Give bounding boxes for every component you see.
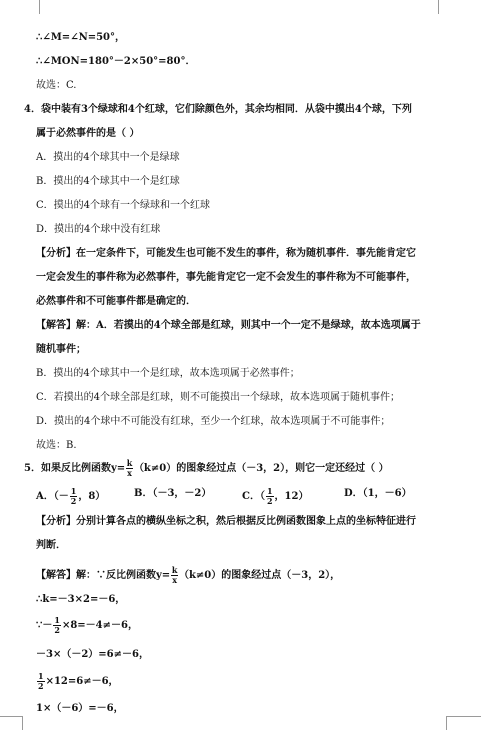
crop-mark-top-right-v — [438, 0, 439, 14]
option-a-suffix: ，8） — [78, 491, 106, 502]
q5-calc-option-b: －3×（－2）=6≠－6， — [36, 649, 149, 660]
q4-solution-line2: 随机事件； — [36, 344, 86, 355]
q5-option-d: D．（1，－6） — [344, 488, 412, 499]
fraction-denominator: 2 — [70, 496, 77, 506]
option-c-suffix: ，12） — [274, 491, 309, 502]
q4-option-a: A．摸出的4个球其中一个是绿球 — [36, 152, 180, 163]
q4-analysis-line1: 【分析】在一定条件下，可能发生也可能不发生的事件，称为随机事件．事先能肯定它 — [36, 248, 416, 259]
q4-answer: 故选：B. — [36, 440, 77, 451]
crop-mark-bottom-right-v — [446, 716, 447, 730]
option-a-fraction — [70, 487, 78, 506]
solution-end: （k≠0）的图象经过点（－3，2）， — [178, 570, 341, 581]
fraction-denominator: x — [127, 468, 132, 478]
calc-a-prefix: ∵－ — [36, 620, 53, 631]
solution-line-mon: ∴∠MON=180°－2×50°=80°． — [36, 56, 196, 67]
q5-option-a — [36, 487, 105, 506]
option-c-fraction — [266, 487, 274, 506]
crop-mark-bottom-left-h — [0, 716, 22, 717]
fraction-numerator: 1 — [70, 486, 77, 496]
q5-calc-option-a — [36, 616, 138, 635]
calc-c-fraction — [37, 672, 45, 691]
q4-solution-line3: B．摸出的4个球其中一个是红球，故本选项属于必然事件； — [36, 368, 300, 379]
q5-stem-end: （k≠0）的图象经过点（－3，2），则它一定还经过（ ） — [133, 463, 389, 474]
solution-line-angles: ∴∠M=∠N=50°， — [36, 32, 126, 43]
option-a-prefix: A．（－ — [36, 491, 69, 502]
q4-solution-line4: C．若摸出的4个球全部是红球，则不可能摸出一个绿球，故本选项属于随机事件； — [36, 392, 401, 403]
calc-a-suffix: ×8=－4≠－6， — [61, 620, 138, 631]
crop-mark-top-left-v — [39, 0, 40, 14]
q4-analysis-line3: 必然事件和不可能事件都是确定的． — [36, 296, 196, 307]
solution-fraction — [171, 566, 178, 585]
q4-stem-line2: 属于必然事件的是（ ） — [36, 128, 140, 139]
q5-stem-fraction — [126, 459, 133, 478]
q4-option-d: D．摸出的4个球中没有红球 — [36, 224, 161, 235]
q3-answer: 故选：C. — [36, 80, 77, 91]
fraction-numerator: 1 — [54, 615, 60, 625]
calc-c-suffix: ×12=6≠－6， — [45, 676, 119, 687]
q5-calc-option-c — [36, 672, 119, 691]
q5-option-b: B．（－3，－2） — [134, 488, 212, 499]
crop-mark-bottom-right-h — [446, 716, 481, 717]
q5-analysis-line1: 【分析】分别计算各点的横纵坐标之积，然后根据反比例函数图象上点的坐标特征进行 — [36, 516, 416, 527]
fraction-numerator: 1 — [266, 486, 273, 496]
q4-solution-line5: D．摸出的4个球中不可能没有红球，至少一个红球，故本选项属于不可能事件； — [36, 416, 391, 427]
fraction-numerator: 1 — [38, 671, 44, 681]
calc-a-fraction — [53, 616, 61, 635]
q5-calc-k: ∴k=－3×2=－6， — [36, 594, 126, 605]
fraction-denominator: 2 — [38, 681, 44, 691]
fraction-denominator: 2 — [54, 625, 60, 635]
q5-stem-start: 5．如果反比例函数y= — [24, 463, 126, 474]
q4-solution-line1: 【解答】解：A．若摸出的4个球全部是红球，则其中一个一定不是绿球，故本选项属于 — [36, 320, 421, 331]
crop-mark-bottom-left-v — [22, 716, 23, 730]
q5-solution-line1 — [36, 566, 340, 585]
q4-stem-line1: 4．袋中装有3个绿球和4个红球，它们除颜色外，其余均相同．从袋中摸出4个球，下列 — [24, 104, 412, 115]
fraction-denominator: x — [172, 575, 177, 585]
q5-stem — [24, 459, 389, 478]
q4-option-c: C．摸出的4个球有一个绿球和一个红球 — [36, 200, 211, 211]
q5-calc-option-d: 1×（－6）=－6， — [36, 703, 124, 714]
option-c-prefix: C．（ — [242, 491, 265, 502]
fraction-numerator: k — [126, 458, 133, 468]
q5-analysis-line2: 判断． — [36, 540, 66, 551]
q5-option-c — [242, 487, 308, 506]
q4-analysis-line2: 一定会发生的事件称为必然事件，事先能肯定它一定不会发生的事件称为不可能事件， — [36, 272, 416, 283]
fraction-numerator: k — [171, 565, 178, 575]
solution-start: 【解答】解：∵反比例函数y= — [36, 570, 171, 581]
fraction-denominator: 2 — [266, 496, 273, 506]
q4-option-b: B．摸出的4个球其中一个是红球 — [36, 176, 180, 187]
